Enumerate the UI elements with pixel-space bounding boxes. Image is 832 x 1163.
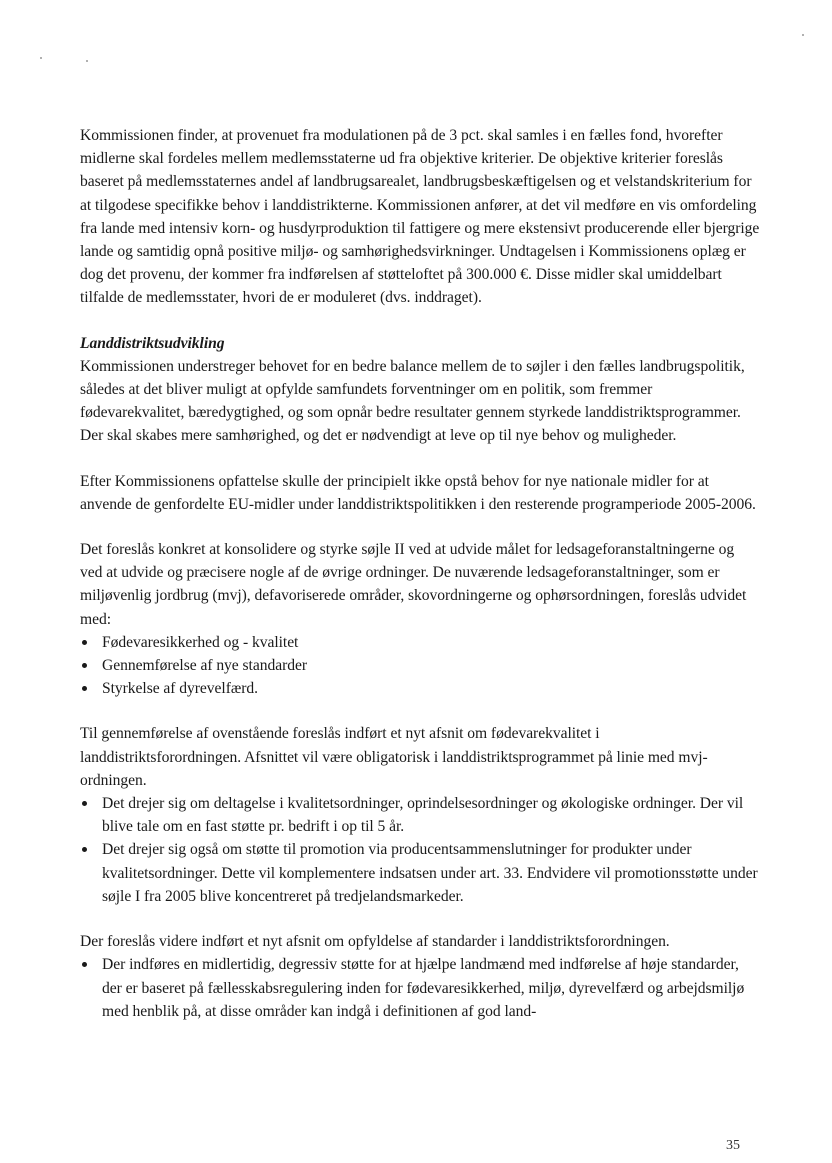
paragraph-modulation: Kommissionen finder, at provenuet fra modulationen på de 3 pct. skal samles i en fælles fond, hvorefter midlerne skal fordeles mellem medlemsstaterne ud fra objektive kriterier. De objektive kriterier foreslås baseret på medlemsstaternes andel af landbrugsarealet, landbrugsbeskæftigelsen og et velstandskriterium for at tilgodese specifikke behov i landdistrikterne. Kommissionen anfører, at det vil medføre en vis omfordeling fra lande med intensiv korn- og husdyrproduktion til fattigere og mere ekstensivt producerende eller bjergrige lande og samtidig opnå positive miljø- og samhørighedsvirkninger. Undtagelsen i Kommissionens oplæg er dog det provenu, der kommer fra indførelsen af støtteloftet på 300.000 €. Disse midler skal umiddelbart tilfalde de medlemsstater, hvori de er moduleret (dvs. inddraget). xyxy=(80,127,760,307)
list-item: Styrkelse af dyrevelfærd. xyxy=(80,677,760,700)
scan-speck xyxy=(40,57,42,59)
scan-speck xyxy=(802,34,804,36)
scan-speck xyxy=(86,60,88,62)
paragraph-pillar-two: Det foreslås konkret at konsolidere og styrke søjle II ved at udvide målet for ledsageforanstaltningerne og ved at udvide og præcisere nogle af de øvrige ordninger. De nuværende ledsageforanstaltninger, som er miljøvenlig jordbrug (mvj), defavoriserede områder, skovordningerne og ophørsordningen, foreslås udvidet med: xyxy=(80,541,747,628)
food-quality-list xyxy=(80,792,760,908)
list-item: Gennemførelse af nye standarder xyxy=(80,654,760,677)
list-item: Der indføres en midlertidig, degressiv støtte for at hjælpe landmænd med indførelse af høje standarder, der er baseret på fællesskabsregulering inden for fødevaresikkerhed, miljø, dyrevelfærd og arbejdsmiljø med henblik på, at disse områder kan indgå i definitionen af god land- xyxy=(80,953,760,1023)
paragraph-national-funds: Efter Kommissionens opfattelse skulle der principielt ikke opstå behov for nye nationale midler for at anvende de genfordelte EU-midler under landdistriktspolitikken i den resterende programperiode 2005-2006. xyxy=(80,472,756,513)
paragraph-balance: Kommissionen understreger behovet for en bedre balance mellem de to søjler i den fælles landbrugspolitik, således at det bliver muligt at opfylde samfundets forventninger om en politik, som fremmer fødevarekvalitet, bæredygtighed, og som opnår bedre resultater gennem styrkede landdistriktsprogrammer. Der skal skabes mere samhørighed, og det er nødvendigt at leve op til nye behov og muligheder. xyxy=(80,357,745,445)
list-item: Det drejer sig om deltagelse i kvalitetsordninger, oprindelsesordninger og økologiske ordninger. Der vil blive tale om en fast støtte pr. bedrift i op til 5 år. xyxy=(80,792,760,838)
measures-list xyxy=(80,631,760,701)
paragraph-standards: Der foreslås videre indført et nyt afsnit om opfyldelse af standarder i landdistriktsforordningen. xyxy=(80,933,670,951)
list-item: Det drejer sig også om støtte til promotion via producentsammenslutninger for produkter under kvalitetsordninger. Dette vil komplementere indsatsen under art. 33. Endvidere vil promotionsstøtte under søjle I fra 2005 blive koncentreret på tredjelandsmarkeder. xyxy=(80,838,760,908)
document-page xyxy=(80,124,760,1045)
page-number: 35 xyxy=(726,1138,740,1153)
standards-list xyxy=(80,953,760,1023)
paragraph-food-quality: Til gennemførelse af ovenstående foreslås indført et nyt afsnit om fødevarekvalitet i landdistriktsforordningen. Afsnittet vil være obligatorisk i landdistriktsprogrammet på linie med mvj-ordningen. xyxy=(80,725,708,789)
section-landdistrikt xyxy=(80,332,760,448)
list-item: Fødevaresikkerhed og - kvalitet xyxy=(80,631,760,654)
section-heading: Landdistriktsudvikling xyxy=(80,334,225,352)
